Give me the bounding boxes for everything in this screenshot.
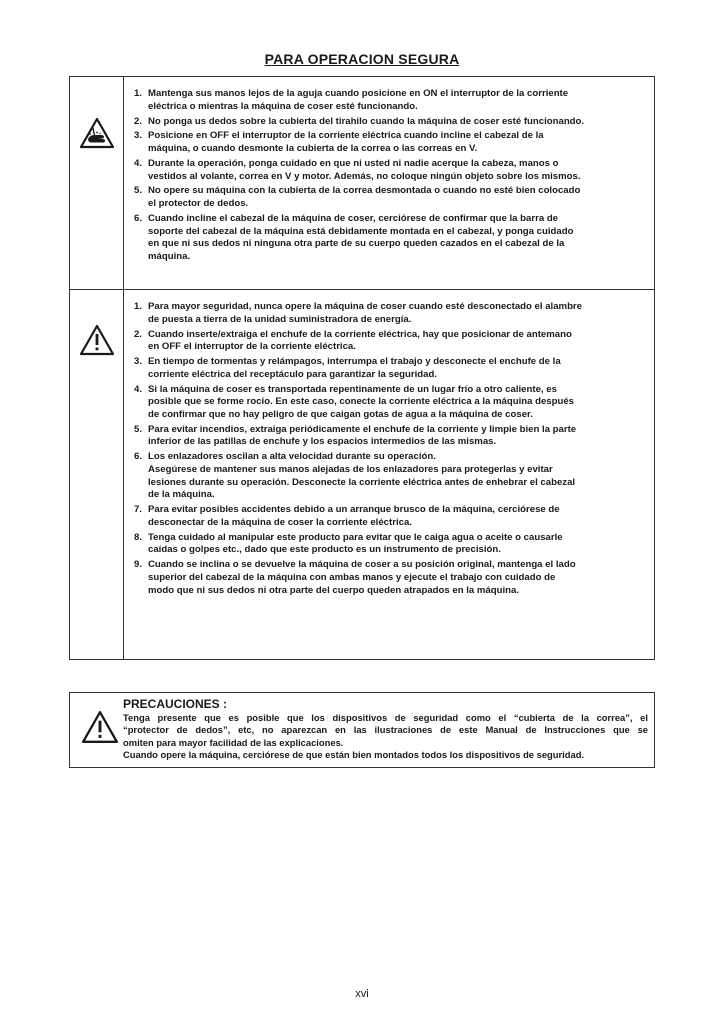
list-item: 5. Para evitar incendios, extraiga periódicamente el enchufe de la corriente y limpie bien la parte inferior de las patillas de enchufe y los espacios intermedios de las mismas. xyxy=(134,423,577,448)
list-item: 6. Cuando incline el cabezal de la máquina de coser, cerciórese de confirmar que la barra de soporte del cabezal de la máquina está debidamente montada en el cabezal, y ponga cuidado en que ni sus dedos ni ninguna otra parte de su cuerpo queden cazados en el cabezal de la máquina. xyxy=(134,212,574,262)
list-item: 3. En tiempo de tormentas y relámpagos, interrumpa el trabajo y desconecte el enchufe de la corriente eléctrica del receptáculo para garantizar la seguridad. xyxy=(134,356,561,380)
list-item: 9. Cuando se inclina o se devuelve la máquina de coser a su posición original, mantenga el lado superior del cabezal de la máquina con ambas manos y ejecute el trabajo con cuidado de modo que ni sus dedos ni otra parte del cuerpo queden atrapados en la máquina. xyxy=(134,559,576,596)
list-item: 5. No opere su máquina con la cubierta de la correa desmontada o cuando no esté bien colocado el protector de dedos. xyxy=(134,185,581,209)
exclamation-triangle-icon xyxy=(70,324,123,356)
safety-table xyxy=(69,76,655,660)
caution-list xyxy=(134,301,646,599)
precautions-box xyxy=(69,692,655,768)
row-divider xyxy=(70,289,654,290)
list-item: 4. Durante la operación, ponga cuidado en que ni usted ni nadie acerque la cabeza, manos o vestidos al volante, correa en V y motor. Además, no coloque ningún objeto sobre los mismos. xyxy=(134,157,581,182)
list-item: 2. No ponga us dedos sobre la cubierta del tirahilo cuando la máquina de coser esté funcionando. xyxy=(134,115,585,127)
list-item: 1. Mantenga sus manos lejos de la aguja cuando posicione en ON el interruptor de la corriente eléctrica o mientras la máquina de coser esté funcionando. xyxy=(134,88,569,112)
list-item: 7. Para evitar posibles accidentes debido a un arranque brusco de la máquina, cerciórese de desconectar de la máquina de coser la corriente eléctrica. xyxy=(134,504,560,528)
list-item: 3. Posicione en OFF el interruptor de la corriente eléctrica cuando incline el cabezal de la máquina, o cuando desmonte la cubierta de la correa o las correas en V. xyxy=(134,130,544,154)
precautions-text: Tenga presente que es posible que los dispositivos de seguridad como el “cubierta de la correa”, el “protector de dedos”, etc, no aparezcan en las ilustraciones de este Manual de Instrucciones que se omiten para mayor facilidad de las explicaciones. Cuando opere la máquina, cerciórese de que están bien montados todos los dispositivos de seguridad. xyxy=(123,712,648,760)
list-item: 1. Para mayor seguridad, nunca opere la máquina de coser cuando esté desconectado el alambre de puesta a tierra de la unidad suministradora de energía. xyxy=(134,301,583,325)
list-item: 4. Si la máquina de coser es transportada repentinamente de un lugar frío a otro caliente, es posible que se forme rocío. En este caso, conecte la corriente eléctrica a la máquina después de confirmar que no hay peligro de que caigan gotas de agua a la máquina de coser. xyxy=(134,383,575,420)
danger-list xyxy=(134,88,646,266)
exclamation-triangle-icon xyxy=(78,710,122,744)
list-item: 2. Cuando inserte/extraiga el enchufe de la corriente eléctrica, hay que posicionar de antemano en OFF el interruptor de la corriente eléctrica. xyxy=(134,328,572,353)
hand-injury-warning-icon xyxy=(70,117,123,149)
column-divider xyxy=(123,77,124,659)
page-number: xvi xyxy=(355,988,369,1000)
precautions-title: PRECAUCIONES : xyxy=(123,697,228,711)
page-title: PARA OPERACION SEGURA xyxy=(264,51,460,67)
list-item: 8. Tenga cuidado al manipular este producto para evitar que le caiga agua o aceite o causarle caídas o golpes etc., dado que este producto es un instrumento de precisión. xyxy=(134,531,563,556)
list-item: 6. Los enlazadores oscilan a alta velocidad durante su operación. Asegúrese de mantener sus manos alejadas de los enlazadores para protegerlas y evitar lesiones durante su operación. Desconecte la corriente eléctrica antes de enhebrar el cabezal de la máquina. xyxy=(134,451,576,501)
